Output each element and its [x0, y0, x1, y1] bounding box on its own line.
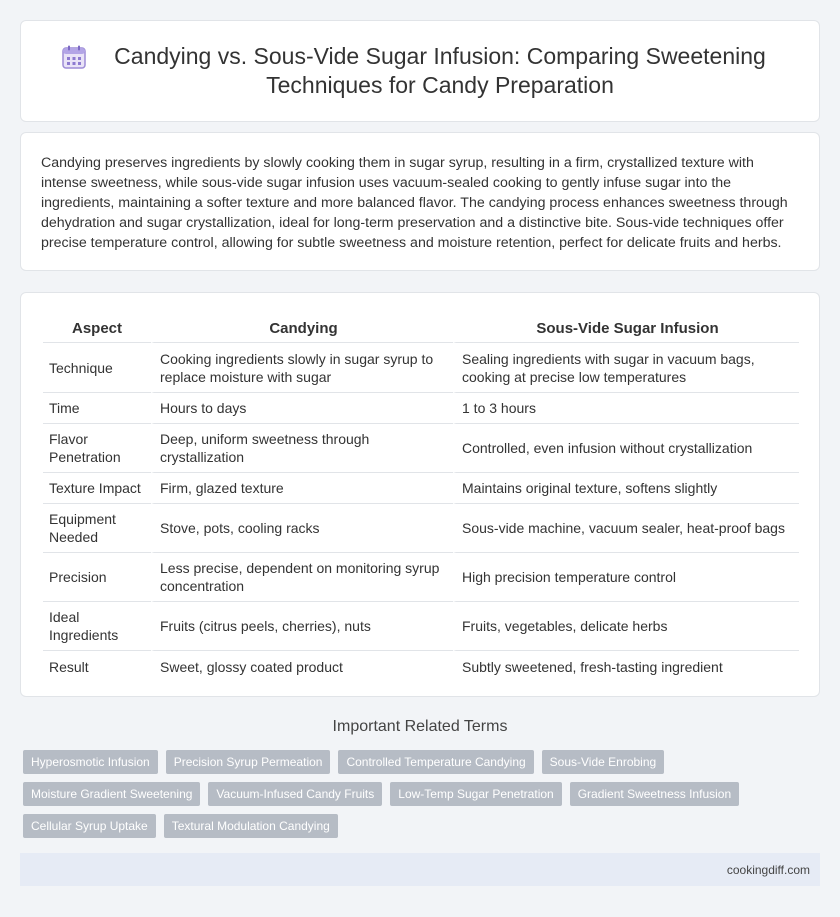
- related-term-tag[interactable]: Precision Syrup Permeation: [166, 750, 331, 774]
- table-cell-sous-vide: Sous-vide machine, vacuum sealer, heat-proof bags: [453, 504, 799, 553]
- table-row: [43, 424, 799, 473]
- table-cell-aspect: Equipment Needed: [43, 504, 151, 553]
- table-cell-sous-vide: Subtly sweetened, fresh-tasting ingredient: [453, 651, 799, 682]
- intro-paragraph: Candying preserves ingredients by slowly cooking them in sugar syrup, resulting in a firm, crystallized texture with intense sweetness, while sous-vide sugar infusion uses vacuum-sealed cooking to gently infuse sugar into the ingredients, maintaining a softer texture and more balanced flavor. The candying process enhances sweetness through dehydration and sugar crystallization, ideal for long-term preservation and a distinctive bite. Sous-vide techniques offer precise temperature control, allowing for subtle sweetness and moisture retention, perfect for delicate fruits and herbs.: [41, 155, 788, 251]
- table-cell-sous-vide: Fruits, vegetables, delicate herbs: [453, 602, 799, 651]
- table-row: [43, 602, 799, 651]
- table-cell-aspect: Texture Impact: [43, 473, 151, 504]
- comparison-card: [20, 292, 820, 697]
- tag-row: [23, 750, 823, 774]
- title-card: [20, 20, 820, 122]
- table-row: [43, 504, 799, 553]
- header-candying: Candying: [151, 313, 453, 343]
- table-cell-candying: Firm, glazed texture: [151, 473, 453, 504]
- table-cell-sous-vide: Sealing ingredients with sugar in vacuum bags, cooking at precise low temperatures: [453, 343, 799, 393]
- footer-site-link[interactable]: cookingdiff.com: [726, 862, 810, 877]
- table-row: [43, 473, 799, 504]
- table-cell-aspect: Ideal Ingredients: [43, 602, 151, 651]
- table-cell-candying: Less precise, dependent on monitoring syrup concentration: [151, 553, 453, 602]
- table-header-row: [43, 313, 799, 343]
- table-cell-candying: Fruits (citrus peels, cherries), nuts: [151, 602, 453, 651]
- related-terms-tags: [23, 750, 823, 846]
- related-term-tag[interactable]: Controlled Temperature Candying: [338, 750, 533, 774]
- table-cell-aspect: Flavor Penetration: [43, 424, 151, 473]
- table-cell-aspect: Precision: [43, 553, 151, 602]
- related-term-tag[interactable]: Gradient Sweetness Infusion: [570, 782, 739, 806]
- table-row: [43, 651, 799, 682]
- related-term-tag[interactable]: Hyperosmotic Infusion: [23, 750, 158, 774]
- comparison-table: [43, 313, 799, 682]
- table-cell-sous-vide: High precision temperature control: [453, 553, 799, 602]
- table-cell-candying: Deep, uniform sweetness through crystallization: [151, 424, 453, 473]
- tag-row: [23, 782, 823, 806]
- related-term-tag[interactable]: Textural Modulation Candying: [164, 814, 338, 838]
- related-term-tag[interactable]: Cellular Syrup Uptake: [23, 814, 156, 838]
- table-row: [43, 553, 799, 602]
- page-title: Candying vs. Sous-Vide Sugar Infusion: Comparing Sweetening Techniques for Candy Preparation: [114, 43, 766, 98]
- table-row: [43, 393, 799, 424]
- related-term-tag[interactable]: Vacuum-Infused Candy Fruits: [208, 782, 382, 806]
- related-term-tag[interactable]: Moisture Gradient Sweetening: [23, 782, 200, 806]
- header-aspect: Aspect: [43, 313, 151, 343]
- table-cell-candying: Cooking ingredients slowly in sugar syrup to replace moisture with sugar: [151, 343, 453, 393]
- table-cell-sous-vide: 1 to 3 hours: [453, 393, 799, 424]
- calendar-icon: [61, 44, 87, 70]
- footer: [20, 853, 820, 886]
- tag-row: [23, 814, 823, 838]
- table-cell-aspect: Time: [43, 393, 151, 424]
- title-wrap: [21, 42, 819, 100]
- intro-card: [20, 132, 820, 271]
- table-cell-aspect: Technique: [43, 343, 151, 393]
- related-term-tag[interactable]: Low-Temp Sugar Penetration: [390, 782, 561, 806]
- table-cell-sous-vide: Controlled, even infusion without crystallization: [453, 424, 799, 473]
- header-sous-vide: Sous-Vide Sugar Infusion: [453, 313, 799, 343]
- table-cell-candying: Stove, pots, cooling racks: [151, 504, 453, 553]
- table-cell-sous-vide: Maintains original texture, softens slightly: [453, 473, 799, 504]
- table-row: [43, 343, 799, 393]
- related-terms-title: Important Related Terms: [332, 718, 508, 735]
- table-cell-aspect: Result: [49, 658, 89, 675]
- table-cell-candying: Hours to days: [151, 393, 453, 424]
- table-cell-candying: Sweet, glossy coated product: [151, 651, 453, 682]
- related-term-tag[interactable]: Sous-Vide Enrobing: [542, 750, 665, 774]
